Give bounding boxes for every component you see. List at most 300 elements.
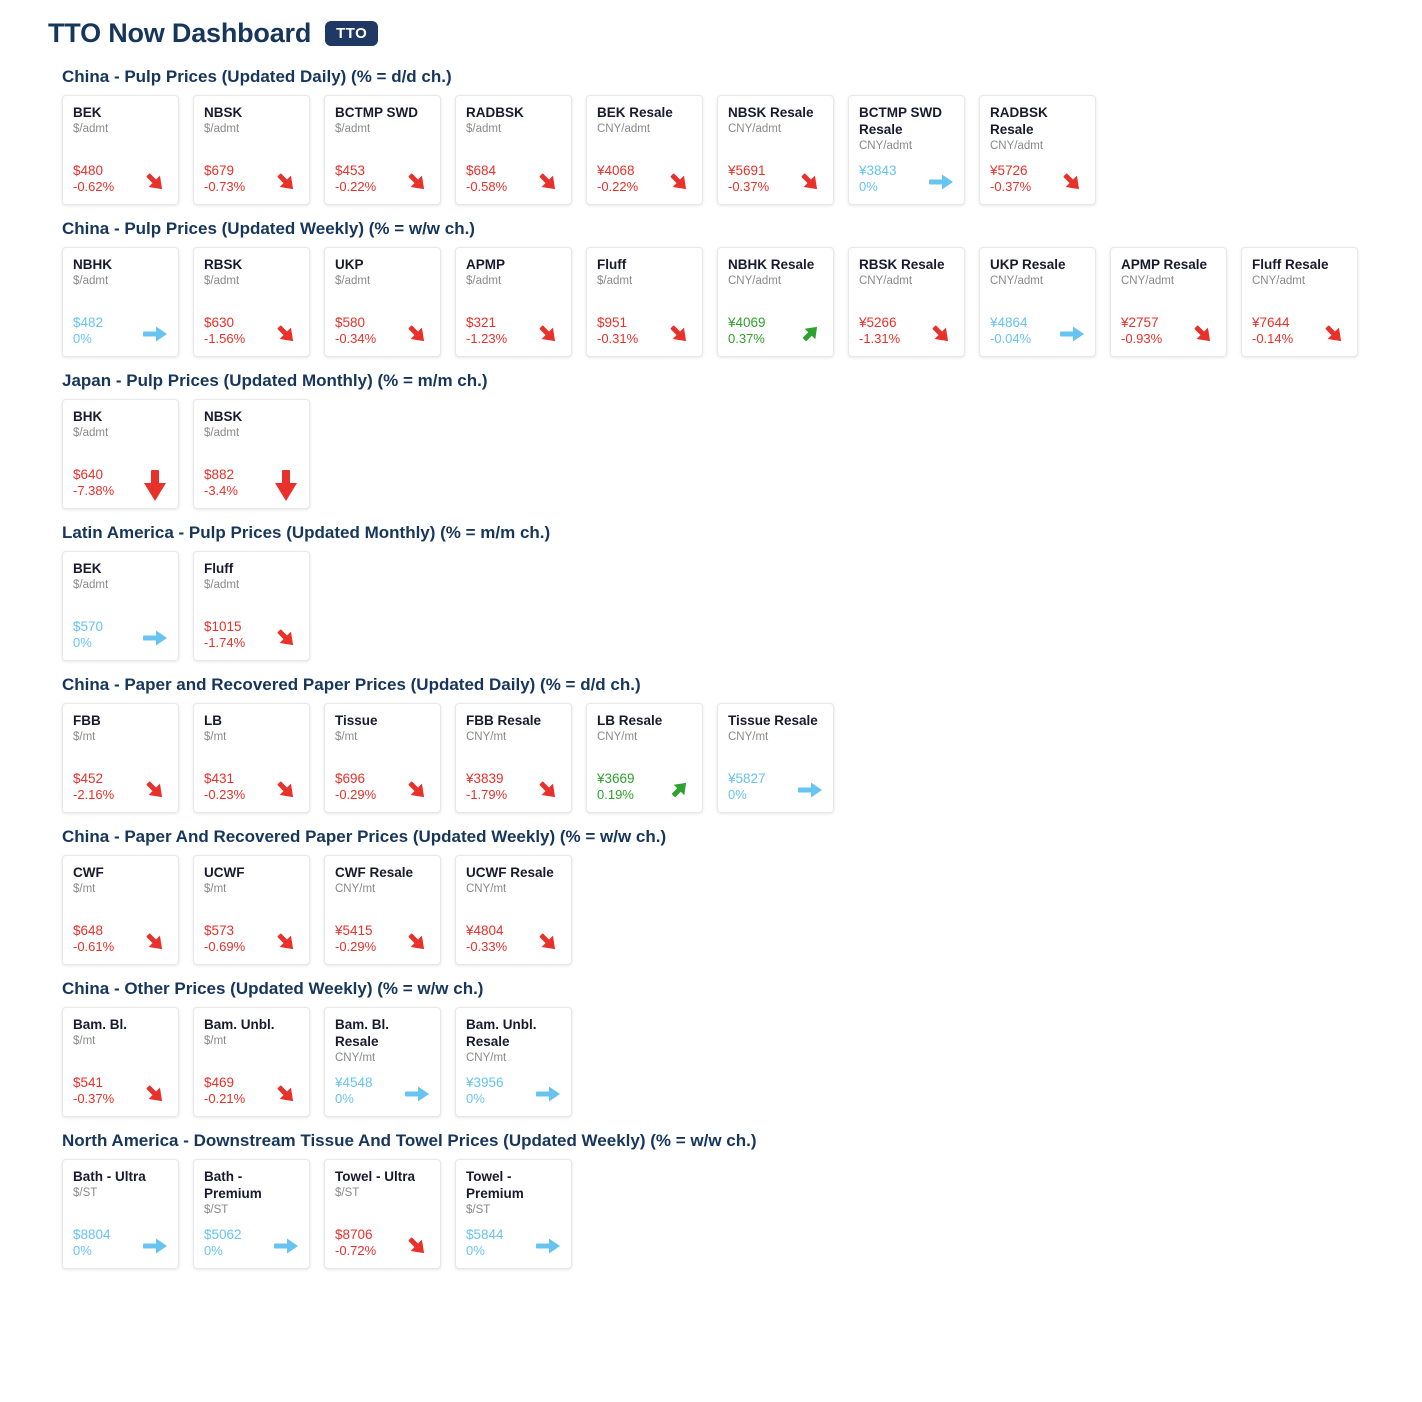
- tto-badge: TTO: [325, 21, 378, 46]
- price-card[interactable]: [717, 247, 834, 357]
- card-values: [466, 162, 507, 196]
- price-card[interactable]: [193, 703, 310, 813]
- price-card[interactable]: [62, 703, 179, 813]
- card-price: ¥5415: [335, 922, 373, 938]
- arrow-right-icon: [273, 1232, 299, 1260]
- card-change: -0.37%: [73, 1091, 115, 1107]
- arrow-right-icon: [535, 1080, 561, 1108]
- price-card[interactable]: [1241, 247, 1358, 357]
- card-body: [597, 154, 692, 196]
- card-title: CWF: [73, 865, 104, 880]
- card-unit: CNY/admt: [1121, 274, 1175, 287]
- card-title: RBSK Resale: [859, 257, 945, 272]
- card-change: -0.04%: [990, 331, 1032, 347]
- card-values: [73, 922, 114, 956]
- card-price: ¥4864: [990, 314, 1028, 330]
- card-change: 0.19%: [597, 787, 634, 803]
- card-unit: $/admt: [73, 274, 109, 287]
- arrow-down-icon: [928, 320, 954, 348]
- sections-container: [0, 67, 1422, 1269]
- card-title: RADBSK: [466, 105, 524, 120]
- card-values: [597, 162, 638, 196]
- card-body: [466, 154, 561, 196]
- card-body: [597, 306, 692, 348]
- card-body: [73, 306, 168, 348]
- card-values: [204, 314, 245, 348]
- arrow-down-icon: [1190, 320, 1216, 348]
- price-card[interactable]: [193, 551, 310, 661]
- card-unit: $/mt: [73, 882, 96, 895]
- card-change: -0.58%: [466, 179, 508, 195]
- card-title: BCTMP SWD Resale: [859, 105, 942, 137]
- card-values: [728, 162, 769, 196]
- arrow-down-icon: [1321, 320, 1347, 348]
- card-price: $573: [204, 922, 235, 938]
- price-card[interactable]: [324, 95, 441, 205]
- card-title: Bath - Ultra: [73, 1169, 146, 1184]
- card-title: Towel - Premium: [466, 1169, 524, 1201]
- card-change: 0.37%: [728, 331, 765, 347]
- price-card[interactable]: [848, 247, 965, 357]
- card-title: UCWF: [204, 865, 245, 880]
- card-unit: $/ST: [466, 1203, 491, 1216]
- price-card[interactable]: [979, 247, 1096, 357]
- card-values: [204, 922, 245, 956]
- card-list: [48, 95, 1422, 205]
- card-title: FBB: [73, 713, 101, 728]
- card-values: [597, 770, 635, 804]
- price-card[interactable]: [193, 95, 310, 205]
- arrow-down-icon: [142, 1080, 168, 1108]
- card-title: Bam. Bl. Resale: [335, 1017, 390, 1049]
- price-card[interactable]: [455, 247, 572, 357]
- card-body: [335, 1218, 430, 1260]
- card-unit: $/admt: [466, 274, 502, 287]
- card-body: [204, 914, 299, 956]
- price-section: [0, 1131, 1422, 1269]
- card-list: [48, 247, 1422, 357]
- card-unit: $/admt: [204, 122, 240, 135]
- card-values: [204, 466, 238, 500]
- card-title: LB Resale: [597, 713, 663, 728]
- arrow-down-icon: [404, 1232, 430, 1260]
- card-title: Bath - Premium: [204, 1169, 262, 1201]
- card-unit: $/mt: [73, 1034, 96, 1047]
- card-unit: CNY/admt: [728, 122, 782, 135]
- card-body: [204, 154, 299, 196]
- card-title: FBB Resale: [466, 713, 542, 728]
- card-body: [335, 154, 430, 196]
- card-body: [204, 1218, 299, 1260]
- card-unit: CNY/mt: [335, 882, 376, 895]
- price-card[interactable]: [586, 703, 703, 813]
- arrow-down-icon: [273, 168, 299, 196]
- card-change: -0.93%: [1121, 331, 1163, 347]
- section-title: Japan - Pulp Prices (Updated Monthly) (% = m/m ch.): [62, 371, 488, 390]
- card-values: [597, 314, 638, 348]
- card-body: [335, 1066, 430, 1108]
- card-price: $469: [204, 1074, 235, 1090]
- card-change: -2.16%: [73, 787, 115, 803]
- price-card[interactable]: [324, 1159, 441, 1269]
- card-title: Tissue: [335, 713, 378, 728]
- card-change: -0.69%: [204, 939, 246, 955]
- card-title: Bam. Bl.: [73, 1017, 128, 1032]
- card-price: ¥3843: [859, 162, 897, 178]
- card-change: -0.22%: [335, 179, 377, 195]
- card-values: [204, 770, 245, 804]
- card-unit: $/mt: [204, 1034, 227, 1047]
- card-body: [859, 306, 954, 348]
- card-unit: $/ST: [335, 1186, 360, 1199]
- card-price: $570: [73, 618, 104, 634]
- card-unit: CNY/mt: [466, 882, 507, 895]
- card-title: Fluff: [204, 561, 234, 576]
- price-card[interactable]: [455, 1007, 572, 1117]
- price-card[interactable]: [455, 855, 572, 965]
- card-change: -0.33%: [466, 939, 508, 955]
- card-change: 0%: [466, 1243, 485, 1259]
- arrow-right-icon: [404, 1080, 430, 1108]
- card-body: [335, 914, 430, 956]
- price-card[interactable]: [979, 95, 1096, 205]
- card-price: ¥3839: [466, 770, 504, 786]
- price-card[interactable]: [455, 1159, 572, 1269]
- card-unit: $/ST: [204, 1203, 229, 1216]
- arrow-right-icon: [142, 624, 168, 652]
- price-card[interactable]: [193, 1007, 310, 1117]
- card-unit: CNY/admt: [990, 139, 1044, 152]
- card-title: BEK: [73, 561, 102, 576]
- price-card[interactable]: [586, 247, 703, 357]
- price-card[interactable]: [193, 1159, 310, 1269]
- card-title: Tissue Resale: [728, 713, 818, 728]
- card-change: -1.56%: [204, 331, 246, 347]
- arrow-down-icon: [273, 776, 299, 804]
- card-price: $5062: [204, 1226, 242, 1242]
- card-body: [728, 154, 823, 196]
- arrow-down-icon: [273, 472, 299, 500]
- card-price: $8804: [73, 1226, 111, 1242]
- price-card[interactable]: [717, 95, 834, 205]
- card-price: $541: [73, 1074, 104, 1090]
- card-change: 0%: [859, 179, 878, 195]
- card-values: [204, 162, 245, 196]
- price-card[interactable]: [717, 703, 834, 813]
- arrow-down-icon: [535, 928, 561, 956]
- card-unit: $/admt: [204, 274, 240, 287]
- card-price: $679: [204, 162, 235, 178]
- card-title: RADBSK Resale: [990, 105, 1048, 137]
- card-body: [73, 610, 168, 652]
- card-unit: $/admt: [204, 426, 240, 439]
- card-list: [48, 1007, 1422, 1117]
- price-card[interactable]: [193, 247, 310, 357]
- price-card[interactable]: [62, 247, 179, 357]
- card-title: BEK: [73, 105, 102, 120]
- card-change: -0.31%: [597, 331, 639, 347]
- price-card[interactable]: [848, 95, 965, 205]
- price-section: [0, 675, 1422, 813]
- card-body: [466, 914, 561, 956]
- card-unit: CNY/admt: [597, 122, 651, 135]
- card-change: -0.61%: [73, 939, 115, 955]
- card-change: 0%: [73, 635, 92, 651]
- card-title: Bam. Unbl. Resale: [466, 1017, 537, 1049]
- card-price: $580: [335, 314, 366, 330]
- card-body: [466, 1066, 561, 1108]
- card-change: -0.23%: [204, 787, 246, 803]
- price-card[interactable]: [324, 703, 441, 813]
- card-title: BEK Resale: [597, 105, 673, 120]
- price-card[interactable]: [324, 855, 441, 965]
- card-body: [466, 306, 561, 348]
- price-section: [0, 523, 1422, 661]
- card-unit: CNY/mt: [466, 730, 507, 743]
- card-price: $1015: [204, 618, 242, 634]
- card-body: [1252, 306, 1347, 348]
- section-title: China - Pulp Prices (Updated Daily) (% = d/d ch.): [62, 67, 452, 86]
- card-price: ¥5726: [990, 162, 1028, 178]
- card-values: [728, 314, 766, 348]
- arrow-right-icon: [535, 1232, 561, 1260]
- card-price: $480: [73, 162, 104, 178]
- card-price: $640: [73, 466, 104, 482]
- card-body: [466, 762, 561, 804]
- card-change: -0.34%: [335, 331, 377, 347]
- price-section: [0, 219, 1422, 357]
- card-values: [73, 1074, 114, 1108]
- card-values: [335, 1226, 376, 1260]
- card-price: $8706: [335, 1226, 373, 1242]
- card-change: -1.31%: [859, 331, 901, 347]
- card-values: [1252, 314, 1293, 348]
- card-unit: CNY/admt: [728, 274, 782, 287]
- card-body: [73, 1066, 168, 1108]
- card-price: $648: [73, 922, 104, 938]
- card-title: LB: [204, 713, 222, 728]
- price-card[interactable]: [455, 95, 572, 205]
- price-card[interactable]: [62, 855, 179, 965]
- card-unit: CNY/mt: [335, 1051, 376, 1064]
- card-unit: CNY/mt: [466, 1051, 507, 1064]
- card-values: [204, 1226, 242, 1260]
- card-unit: CNY/admt: [859, 274, 913, 287]
- card-values: [335, 770, 376, 804]
- arrow-down-icon: [142, 776, 168, 804]
- card-values: [466, 922, 507, 956]
- arrow-down-icon: [404, 320, 430, 348]
- card-price: ¥5827: [728, 770, 766, 786]
- card-values: [859, 314, 900, 348]
- arrow-down-icon: [1059, 168, 1085, 196]
- arrow-down-icon: [142, 168, 168, 196]
- card-change: -7.38%: [73, 483, 115, 499]
- card-values: [335, 314, 376, 348]
- arrow-down-icon: [535, 168, 561, 196]
- price-card[interactable]: [62, 399, 179, 509]
- card-title: NBSK Resale: [728, 105, 814, 120]
- card-title: Towel - Ultra: [335, 1169, 416, 1184]
- price-card[interactable]: [62, 551, 179, 661]
- arrow-right-icon: [1059, 320, 1085, 348]
- card-values: [466, 314, 507, 348]
- card-change: -0.72%: [335, 1243, 377, 1259]
- card-body: [204, 762, 299, 804]
- card-price: ¥3669: [597, 770, 635, 786]
- card-values: [466, 1074, 504, 1108]
- card-body: [73, 914, 168, 956]
- card-body: [73, 154, 168, 196]
- price-card[interactable]: [193, 399, 310, 509]
- card-list: [48, 855, 1422, 965]
- price-section: [0, 67, 1422, 205]
- card-title: NBSK: [204, 409, 243, 424]
- card-body: [990, 306, 1085, 348]
- arrow-down-icon: [273, 928, 299, 956]
- card-unit: $/admt: [466, 122, 502, 135]
- section-title: China - Other Prices (Updated Weekly) (% = w/w ch.): [62, 979, 484, 998]
- card-unit: CNY/admt: [859, 139, 913, 152]
- card-title: NBHK Resale: [728, 257, 815, 272]
- card-values: [990, 314, 1031, 348]
- card-title: BCTMP SWD: [335, 105, 418, 120]
- card-title: Fluff Resale: [1252, 257, 1329, 272]
- arrow-up-icon: [666, 776, 692, 804]
- dashboard-header: [0, 10, 1422, 53]
- card-body: [597, 762, 692, 804]
- card-change: -0.37%: [728, 179, 770, 195]
- page-title: TTO Now Dashboard: [48, 18, 312, 48]
- card-body: [204, 610, 299, 652]
- card-values: [204, 618, 245, 652]
- card-body: [204, 306, 299, 348]
- card-price: ¥2757: [1121, 314, 1159, 330]
- card-change: 0%: [73, 1243, 92, 1259]
- arrow-down-icon: [273, 1080, 299, 1108]
- arrow-down-icon: [404, 776, 430, 804]
- arrow-right-icon: [797, 776, 823, 804]
- arrow-right-icon: [928, 168, 954, 196]
- arrow-down-icon: [666, 320, 692, 348]
- card-price: ¥4548: [335, 1074, 373, 1090]
- card-change: -0.14%: [1252, 331, 1294, 347]
- arrow-down-icon: [273, 320, 299, 348]
- card-title: APMP: [466, 257, 506, 272]
- card-unit: $/admt: [204, 578, 240, 591]
- card-title: APMP Resale: [1121, 257, 1208, 272]
- card-unit: $/mt: [73, 730, 96, 743]
- card-values: [73, 162, 114, 196]
- card-price: $882: [204, 466, 235, 482]
- price-section: [0, 827, 1422, 965]
- card-body: [73, 1218, 168, 1260]
- card-values: [73, 314, 103, 348]
- card-change: 0%: [204, 1243, 223, 1259]
- card-body: [990, 154, 1085, 196]
- card-list: [48, 399, 1422, 509]
- card-price: $951: [597, 314, 628, 330]
- arrow-down-icon: [404, 168, 430, 196]
- card-list: [48, 1159, 1422, 1269]
- card-body: [73, 762, 168, 804]
- card-change: -0.73%: [204, 179, 246, 195]
- card-change: -0.29%: [335, 939, 377, 955]
- card-change: -0.22%: [597, 179, 639, 195]
- price-card[interactable]: [62, 1007, 179, 1117]
- card-price: ¥3956: [466, 1074, 504, 1090]
- card-price: $431: [204, 770, 235, 786]
- card-price: ¥4068: [597, 162, 635, 178]
- card-values: [73, 618, 103, 652]
- card-unit: CNY/mt: [728, 730, 769, 743]
- card-body: [728, 306, 823, 348]
- card-values: [466, 770, 507, 804]
- card-change: 0%: [466, 1091, 485, 1107]
- card-values: [1121, 314, 1162, 348]
- card-body: [335, 762, 430, 804]
- card-title: UKP Resale: [990, 257, 1066, 272]
- price-card[interactable]: [62, 1159, 179, 1269]
- price-card[interactable]: [62, 95, 179, 205]
- section-title: China - Paper and Recovered Paper Prices (Updated Daily) (% = d/d ch.): [62, 675, 641, 694]
- card-unit: $/mt: [204, 730, 227, 743]
- arrow-down-icon: [666, 168, 692, 196]
- price-card[interactable]: [324, 1007, 441, 1117]
- card-body: [73, 458, 168, 500]
- card-change: -0.62%: [73, 179, 115, 195]
- card-change: -1.79%: [466, 787, 508, 803]
- card-body: [204, 1066, 299, 1108]
- price-card[interactable]: [193, 855, 310, 965]
- card-body: [1121, 306, 1216, 348]
- card-change: -1.74%: [204, 635, 246, 651]
- arrow-down-icon: [404, 928, 430, 956]
- card-values: [73, 466, 114, 500]
- card-price: $630: [204, 314, 235, 330]
- arrow-down-icon: [142, 472, 168, 500]
- section-title: Latin America - Pulp Prices (Updated Monthly) (% = m/m ch.): [62, 523, 551, 542]
- card-values: [466, 1226, 504, 1260]
- card-title: NBSK: [204, 105, 243, 120]
- card-values: [990, 162, 1031, 196]
- card-change: -0.37%: [990, 179, 1032, 195]
- card-unit: $/ST: [73, 1186, 98, 1199]
- price-card[interactable]: [324, 247, 441, 357]
- card-values: [335, 162, 376, 196]
- card-change: 0%: [73, 331, 92, 347]
- price-card[interactable]: [586, 95, 703, 205]
- arrow-down-icon: [535, 320, 561, 348]
- card-change: 0%: [335, 1091, 354, 1107]
- card-price: $696: [335, 770, 366, 786]
- arrow-down-icon: [535, 776, 561, 804]
- arrow-right-icon: [142, 320, 168, 348]
- card-price: ¥4069: [728, 314, 766, 330]
- card-change: -1.23%: [466, 331, 508, 347]
- price-card[interactable]: [455, 703, 572, 813]
- card-price: ¥7644: [1252, 314, 1290, 330]
- card-unit: $/admt: [73, 122, 109, 135]
- card-values: [728, 770, 766, 804]
- card-unit: CNY/mt: [597, 730, 638, 743]
- card-values: [73, 1226, 111, 1260]
- price-card[interactable]: [1110, 247, 1227, 357]
- card-price: $684: [466, 162, 497, 178]
- card-body: [859, 154, 954, 196]
- card-title: UCWF Resale: [466, 865, 554, 880]
- card-price: $5844: [466, 1226, 504, 1242]
